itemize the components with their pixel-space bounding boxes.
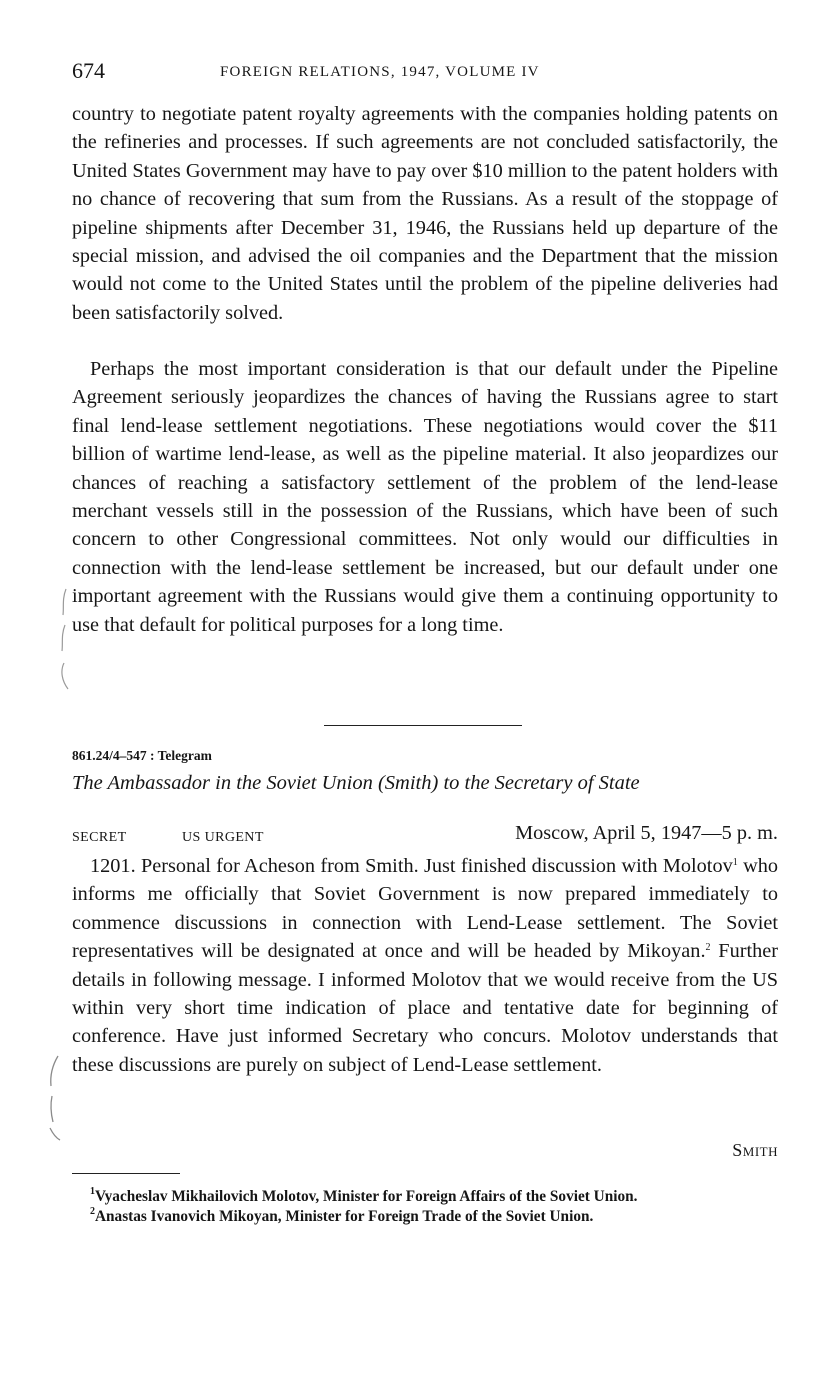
telegram-text-part-1: 1201. Personal for Acheson from Smith. Just finished discussion with Molotov bbox=[90, 855, 733, 877]
footnote-1 bbox=[72, 1188, 778, 1206]
footnote-ref-1: 1 bbox=[732, 857, 738, 868]
page-number: 674 bbox=[72, 58, 105, 83]
priority-label: US URGENT bbox=[182, 830, 264, 845]
footnote-2 bbox=[72, 1205, 778, 1226]
telegram-text bbox=[72, 852, 778, 1079]
margin-pencil-mark-upper bbox=[56, 585, 72, 695]
footnote-ref-2: 2 bbox=[705, 942, 711, 954]
body-paragraph-1: country to negotiate patent royalty agreements with the companies holding patents on the refineries and processes. If such agreements are not concluded satisfactorily, the United States Government may have to pay over $10 million to the patent holders with no chance of recovering that sum from the Russians. As a result of the stoppage of pipeline shipments after December 31, 1946, the Russians held up departure of the special mission, and advised the oil companies and the Department that the mission would not come to the United States until the problem of the pipeline deliveries had been satisfactorily solved. bbox=[72, 103, 778, 324]
page-header bbox=[72, 58, 778, 88]
footnote-text-1: Vyacheslav Mikhailovich Molotov, Minister for Foreign Affairs of the Soviet Union. bbox=[95, 1188, 638, 1205]
footnote-text-2: Anastas Ivanovich Mikoyan, Minister for Foreign Trade of the Soviet Union. bbox=[95, 1207, 594, 1225]
signature: Smith bbox=[732, 1140, 778, 1160]
document-title: The Ambassador in the Soviet Union (Smith) to the Secretary of State bbox=[72, 772, 640, 794]
margin-pencil-mark-lower bbox=[44, 1052, 64, 1142]
footnotes bbox=[72, 1188, 778, 1227]
footnote-number-1: 1 bbox=[90, 1186, 95, 1197]
classification-line bbox=[72, 822, 778, 852]
footnote-divider bbox=[72, 1173, 180, 1174]
telegram-text-part-2: who informs me officially that Soviet Government is now prepared immediately to commence discussions in connection with Lend-Lease settlement. The Soviet representatives will be designated at once and will be headed by Mikoyan. bbox=[72, 855, 779, 963]
telegram-text-part-3: Further details in following message. I informed Molotov that we would receive from the US within very short time indication of place and tentative date for beginning of conference. Have just informed Secretary who concurs. Molotov understands that these discussions are purely on subject of Lend-Lease settlement. bbox=[72, 940, 778, 1076]
running-title: FOREIGN RELATIONS, 1947, VOLUME IV bbox=[220, 64, 540, 80]
section-divider bbox=[324, 725, 522, 726]
body-paragraph-2: Perhaps the most important consideration is that our default under the Pipeline Agreement seriously jeopardizes the chances of having the Russians agree to start final lend-lease settlement negotiations. These negotiations would cover the $11 billion of wartime lend-lease, as well as the pipeline material. It also jeopardizes our chances of reaching a satisfactory settlement of the problem of the lend-lease merchant vessels still in the possession of the Russians, which have been of such concern to other Congressional committees. Not only would our difficulties in connection with the lend-lease settlement be increased, but our default under one important agreement with the Russians would give them a continuing opportunity to use that default for political purposes for a long time. bbox=[72, 358, 778, 636]
footnote-number-2: 2 bbox=[90, 1205, 95, 1217]
classification-label: SECRET bbox=[72, 830, 127, 845]
document-id: 861.24/4–547 : Telegram bbox=[72, 748, 212, 763]
dateline: Moscow, April 5, 1947—5 p. m. bbox=[515, 822, 778, 844]
